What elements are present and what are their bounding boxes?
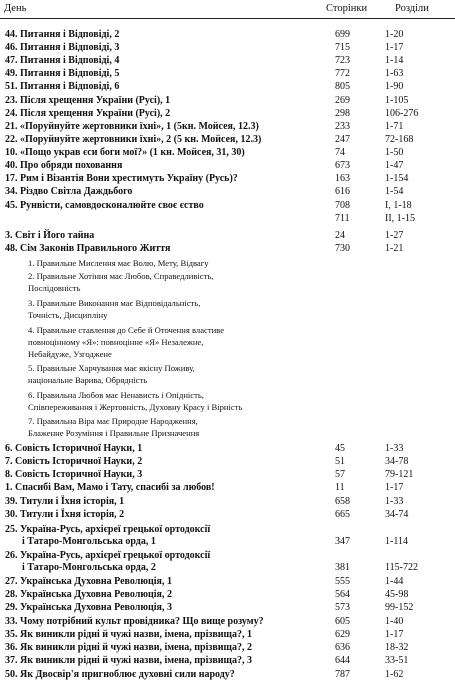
row-sections: 18-32 [385, 642, 409, 653]
table-row [0, 282, 455, 294]
row-title: 21. «Поруйнуйте жертовники їхні», 1 (5кн. Мойсея, 12.3) [5, 121, 259, 132]
row-title: 51. Питання і Відповіді, 6 [5, 81, 120, 92]
row-title: 39. Титули і Їхня історія, 1 [5, 496, 125, 507]
table-row [0, 655, 455, 667]
table-row [0, 469, 455, 481]
table-row [0, 324, 455, 336]
row-pages: 564 [335, 589, 350, 600]
row-pages: 715 [335, 42, 350, 53]
row-sections: 1-105 [385, 95, 409, 106]
row-pages: 11 [335, 482, 345, 493]
row-pages: 233 [335, 121, 350, 132]
row-pages: 269 [335, 95, 350, 106]
row-sections: 45-98 [385, 589, 409, 600]
row-sections: 1-44 [385, 576, 404, 587]
table-row [0, 576, 455, 588]
row-title: 7. Совість Історичної Науки, 2 [5, 456, 143, 467]
row-title: 28. Українська Духовна Революція, 2 [5, 589, 172, 600]
law-item-text: Співпереживання і Жертовність, Духовну Красу і Вірність [28, 402, 243, 412]
table-row [0, 134, 455, 146]
table-row [0, 550, 455, 562]
row-sections: 1-20 [385, 29, 404, 40]
row-title: і Татаро-Монгольська орда, 1 [22, 536, 156, 547]
row-sections: 34-74 [385, 509, 409, 520]
row-sections: 1-54 [385, 186, 404, 197]
row-pages: 57 [335, 469, 345, 480]
table-row [0, 669, 455, 681]
table-row [0, 257, 455, 269]
row-pages: 711 [335, 213, 350, 224]
row-title: 26. Україна-Русь, архієреї грецької ортодоксії [5, 550, 211, 561]
row-pages: 573 [335, 602, 350, 613]
row-pages: 673 [335, 160, 350, 171]
row-sections: 1-50 [385, 147, 404, 158]
row-sections: 99-152 [385, 602, 414, 613]
row-sections: 1-33 [385, 496, 404, 507]
table-row [0, 160, 455, 172]
row-pages: 347 [335, 536, 350, 547]
table-row [0, 401, 455, 413]
law-item-text: 7. Правильна Віра має Природне Народження, [28, 416, 198, 426]
table-row [0, 336, 455, 348]
row-pages: 636 [335, 642, 350, 653]
table-row [0, 230, 455, 242]
row-sections: 115-722 [385, 562, 418, 573]
law-item-text: національне Варива, Обрядність [28, 375, 148, 385]
table-row [0, 173, 455, 185]
law-item-text: 6. Правильна Любов має Ненависть і Опідність, [28, 390, 204, 400]
row-sections: 1-90 [385, 81, 404, 92]
table-row [0, 297, 455, 309]
row-title: 1. Спасибі Вам, Мамо і Тату, спасибі за любов! [5, 482, 215, 493]
row-sections: 1-17 [385, 42, 404, 53]
row-sections: 1-27 [385, 230, 404, 241]
row-title: 35. Як виникли рідні й чужі назви, імена, прізвища?, 1 [5, 629, 252, 640]
row-title: 48. Сім Законів Правильного Життя [5, 243, 171, 254]
row-sections: 34-78 [385, 456, 409, 467]
row-pages: 658 [335, 496, 350, 507]
row-sections: 1-17 [385, 482, 404, 493]
row-pages: 730 [335, 243, 350, 254]
table-row [0, 443, 455, 455]
row-pages: 629 [335, 629, 350, 640]
row-sections: 33-51 [385, 655, 409, 666]
table-header [0, 0, 455, 19]
table-row [0, 509, 455, 521]
table-row [0, 389, 455, 401]
table-row [0, 147, 455, 159]
row-title: 23. Після хрещення України (Русі), 1 [5, 95, 171, 106]
table-row [0, 616, 455, 628]
row-pages: 699 [335, 29, 350, 40]
law-item-text: 3. Правильне Виконання має Відповідальність, [28, 298, 201, 308]
row-title: і Татаро-Монгольська орда, 2 [22, 562, 156, 573]
table-row [0, 200, 455, 212]
row-sections: 1-63 [385, 68, 404, 79]
row-pages: 24 [335, 230, 345, 241]
table-row [0, 108, 455, 120]
row-sections: 1-17 [385, 629, 404, 640]
row-pages: 51 [335, 456, 345, 467]
row-sections: 1-71 [385, 121, 404, 132]
table-row [0, 348, 455, 360]
row-title: 24. Після хрещення України (Русі), 2 [5, 108, 171, 119]
row-pages: 723 [335, 55, 350, 66]
row-title: 25. Україна-Русь, архієреї грецької ортодоксії [5, 524, 211, 535]
header-sections: Розділи [395, 3, 429, 14]
header-pages: Сторінки [326, 3, 368, 14]
table-row [0, 427, 455, 439]
table-row [0, 524, 455, 536]
row-pages: 381 [335, 562, 350, 573]
row-title: 47. Питання і Відповіді, 4 [5, 55, 120, 66]
row-sections: 1-47 [385, 160, 404, 171]
row-title: 6. Совість Історичної Науки, 1 [5, 443, 143, 454]
row-title: 37. Як виникли рідні й чужі назви, імена, прізвища?, 3 [5, 655, 252, 666]
row-pages: 616 [335, 186, 350, 197]
table-row [0, 213, 455, 225]
row-title: 22. «Поруйнуйте жертовники їхні», 2 (5 кн. Мойсея, 12.3) [5, 134, 262, 145]
row-sections: 1-21 [385, 243, 404, 254]
law-item-text: 1. Правильне Мислення має Волю, Мету, Відвагу [28, 258, 209, 268]
row-title: 36. Як виникли рідні й чужі назви, імена, прізвища?, 2 [5, 642, 252, 653]
table-row [0, 629, 455, 641]
table-row [0, 29, 455, 41]
table-row [0, 186, 455, 198]
row-sections: 1-14 [385, 55, 404, 66]
law-item-text: 5. Правильне Харчування має якісну Поживу, [28, 363, 195, 373]
row-pages: 555 [335, 576, 350, 587]
row-pages: 247 [335, 134, 350, 145]
law-item-text: Небайдуже, Узгоджене [28, 349, 112, 359]
table-row [0, 536, 455, 548]
row-title: 46. Питання і Відповіді, 3 [5, 42, 120, 53]
row-pages: 605 [335, 616, 350, 627]
row-sections: 1-62 [385, 669, 404, 680]
row-title: 8. Совість Історичної Науки, 3 [5, 469, 143, 480]
table-row [0, 642, 455, 654]
row-pages: 787 [335, 669, 350, 680]
table-row [0, 81, 455, 93]
table-row [0, 482, 455, 494]
row-title: 17. Рим і Візантія Вони хрестимуть Україну (Русь)? [5, 173, 238, 184]
row-sections: 79-121 [385, 469, 414, 480]
table-row [0, 602, 455, 614]
row-sections: 106-276 [385, 108, 419, 119]
table-row [0, 496, 455, 508]
table-row [0, 270, 455, 282]
row-title: 33. Чому потрібний культ провідника? Що вище розуму? [5, 616, 264, 627]
table-row [0, 55, 455, 67]
law-item-text: повноцінному «Я»: повноцінне «Я» Незалежне, [28, 337, 204, 347]
table-row [0, 374, 455, 386]
row-title: 49. Питання і Відповіді, 5 [5, 68, 120, 79]
row-title: 27. Українська Духовна Революція, 1 [5, 576, 172, 587]
header-day: День [4, 3, 27, 14]
row-title: 30. Титули і Їхня історія, 2 [5, 509, 125, 520]
row-pages: 163 [335, 173, 350, 184]
table-row [0, 68, 455, 80]
row-title: 44. Питання і Відповіді, 2 [5, 29, 120, 40]
row-title: 3. Світ і Його тайна [5, 230, 95, 241]
law-item-text: Блаженне Розуміння і Правильне Призначення [28, 428, 200, 438]
row-sections: 1-154 [385, 173, 409, 184]
law-item-text: Точність, Дисципліну [28, 310, 108, 320]
row-title: 40. Про обряди поховання [5, 160, 123, 171]
row-pages: 74 [335, 147, 345, 158]
law-item-text: 2. Правильне Хотіння має Любов, Справедливість, [28, 271, 214, 281]
table-row [0, 95, 455, 107]
table-row [0, 309, 455, 321]
row-pages: 45 [335, 443, 345, 454]
row-title: 10. «Пощо украв єси боги мої?» (1 кн. Мойсея, 31, 30) [5, 147, 245, 158]
row-sections: 72-168 [385, 134, 414, 145]
table-row [0, 42, 455, 54]
row-pages: 772 [335, 68, 350, 79]
law-item-text: Послідовність [28, 283, 81, 293]
row-sections: I, 1-18 [385, 200, 412, 211]
law-item-text: 4. Правильне ставлення до Себе й Оточення властиве [28, 325, 225, 335]
row-title: 34. Різдво Світла Даждьбого [5, 186, 133, 197]
row-pages: 644 [335, 655, 350, 666]
row-title: 29. Українська Духовна Революція, 3 [5, 602, 172, 613]
table-row [0, 121, 455, 133]
table-row [0, 415, 455, 427]
row-pages: 805 [335, 81, 350, 92]
row-sections: 1-114 [385, 536, 408, 547]
row-sections: II, 1-15 [385, 213, 415, 224]
table-row [0, 589, 455, 601]
table-row [0, 562, 455, 574]
row-sections: 1-33 [385, 443, 404, 454]
row-title: 50. Як Двосвір'я пригноблює духовні сили народу? [5, 669, 235, 680]
row-pages: 298 [335, 108, 350, 119]
row-pages: 665 [335, 509, 350, 520]
table-row [0, 362, 455, 374]
table-row [0, 243, 455, 255]
row-sections: 1-40 [385, 616, 404, 627]
row-pages: 708 [335, 200, 350, 211]
table-row [0, 456, 455, 468]
row-title: 45. Рунвісти, самовдосконалюйте своє єство [5, 200, 204, 211]
